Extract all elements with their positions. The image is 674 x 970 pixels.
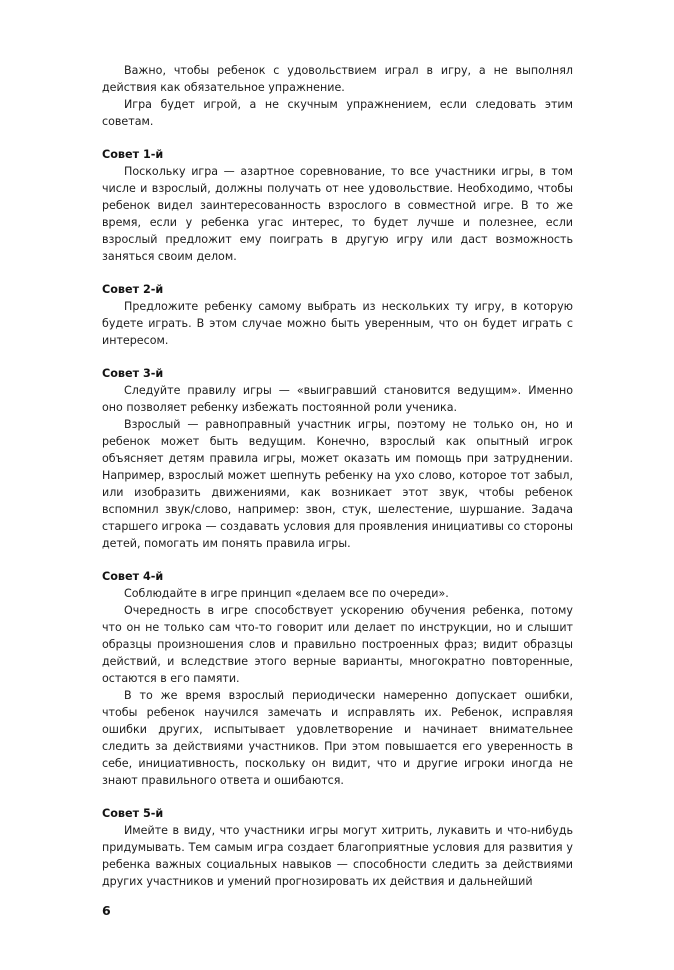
section-4-paragraph-3: В то же время взрослый периодически намеренно допускает ошибки, чтобы ребенок научился замечать и исправлять их. Ребенок, исправляя ошибки других, испытывает удовлетворение и начинает внимательнее следить за действиями участников. При этом повышается его уверенность в себе, инициативность, поскольку он видит, что и другие игроки иногда не знают правильного ответа и ошибаются. <box>102 689 573 787</box>
section-4-paragraph-1: Соблюдайте в игре принцип «делаем все по очереди». <box>124 587 449 600</box>
section-5-paragraph-1: Имейте в виду, что участники игры могут хитрить, лукавить и что-нибудь придумывать. Тем самым игра создает благоприятные условия для развития у ребенка важных социальных навыков — способности следить за действиями других участников и умений прогнозировать их действия и дальнейший <box>102 824 573 888</box>
section-heading-sovet-1: Совет 1-й <box>102 148 164 161</box>
section-heading-sovet-2: Совет 2-й <box>102 283 164 296</box>
section-spacer <box>102 349 573 365</box>
section-spacer <box>102 552 573 568</box>
section-spacer <box>102 789 573 805</box>
body-text-column <box>102 62 573 890</box>
section-4-paragraph-2: Очередность в игре способствует ускорению обучения ребенка, потому что он не только сам что-то говорит или делает по инструкции, но и слышит образцы произношения слов и правильно построенных фраз; видит образцы действий, и вследствие этого верные варианты, многократно повторенные, остаются в его памяти. <box>102 604 573 685</box>
section-2-paragraph-1: Предложите ребенку самому выбрать из нескольких ту игру, в которую будете играть. В этом случае можно быть уверенным, что он будет играть с интересом. <box>102 300 573 347</box>
section-heading-sovet-3: Совет 3-й <box>102 367 164 380</box>
intro-paragraph-2: Игра будет игрой, а не скучным упражнением, если следовать этим советам. <box>102 98 573 128</box>
page-number: 6 <box>102 903 111 918</box>
section-3-paragraph-1: Следуйте правилу игры — «выигравший становится ведущим». Именно оно позволяет ребенку избежать постоянной роли ученика. <box>102 384 573 414</box>
intro-paragraph-1: Важно, чтобы ребенок с удовольствием играл в игру, а не выполнял действия как обязательное упражнение. <box>102 64 573 94</box>
section-1-paragraph-1: Поскольку игра — азартное соревнование, то все участники игры, в том числе и взрослый, должны получать от нее удовольствие. Необходимо, чтобы ребенок видел заинтересованность взрослого в совместной игре. В то же время, если у ребенка угас интерес, то будет лучше и полезнее, если взрослый предложит ему поиграть в другую игру или даст возможность заняться своим делом. <box>102 165 573 263</box>
section-spacer <box>102 265 573 281</box>
section-heading-sovet-4: Совет 4-й <box>102 570 164 583</box>
section-heading-sovet-5: Совет 5-й <box>102 807 164 820</box>
section-spacer <box>102 130 573 146</box>
section-3-paragraph-2: Взрослый — равноправный участник игры, поэтому не только он, но и ребенок может быть ведущим. Конечно, взрослый как опытный игрок объясняет детям правила игры, может оказать им помощь при затруднении. Например, взрослый может шепнуть ребенку на ухо слово, которое тот забыл, или изобразить движениями, как возникает этот звук, чтобы ребенок вспомнил звук/слово, например: звон, стук, шелестение, шуршание. Задача старшего игрока — создавать условия для проявления инициативы со стороны детей, помогать им понять правила игры. <box>102 418 573 550</box>
